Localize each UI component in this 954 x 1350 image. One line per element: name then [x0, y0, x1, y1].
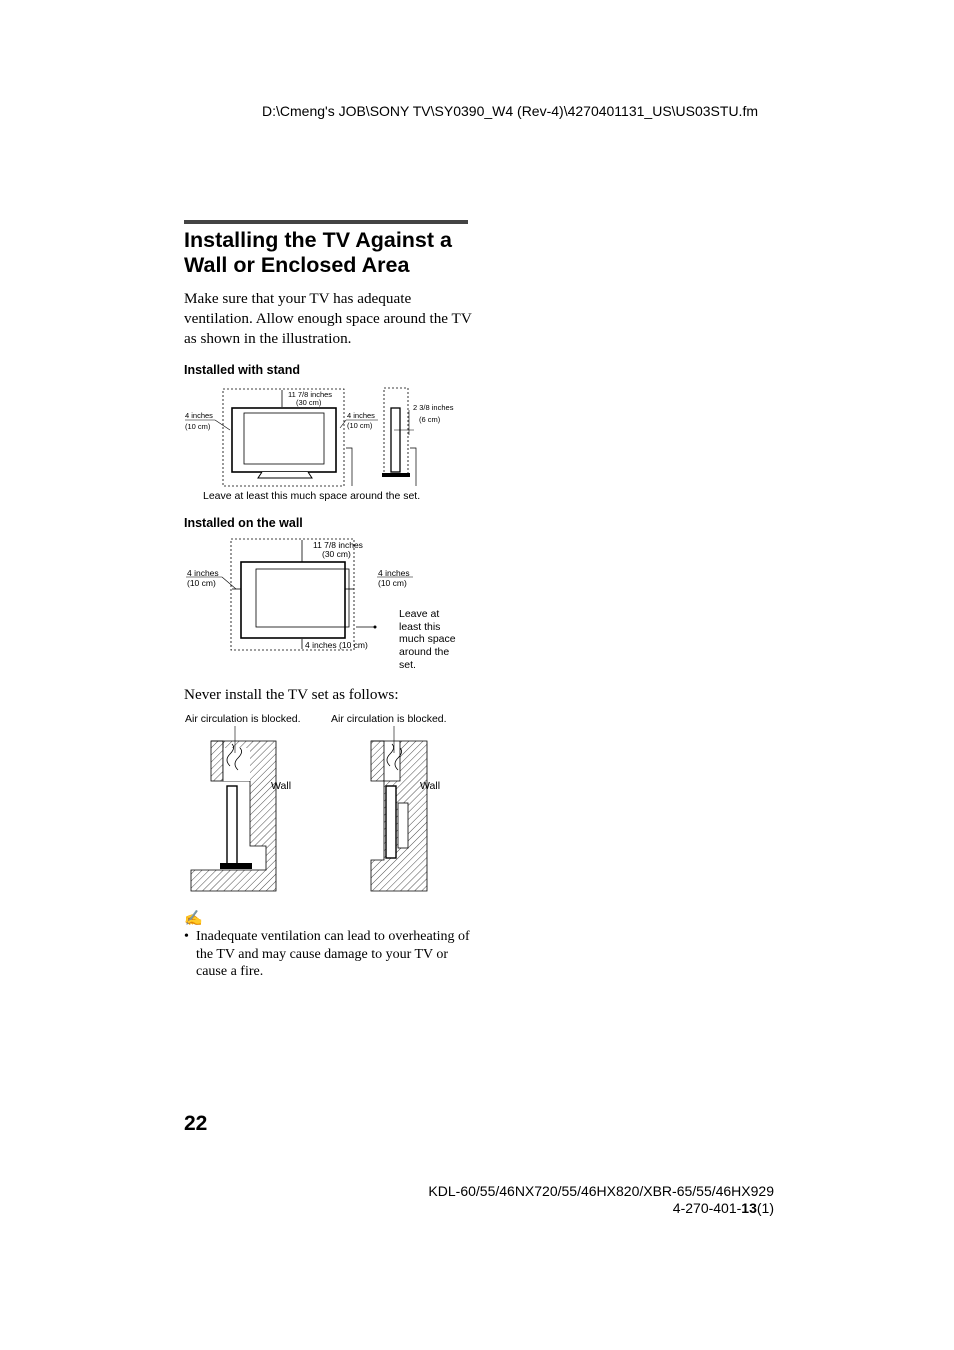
wall-bottom-label: 4 inches (10 cm) — [305, 640, 368, 650]
wall-left-label: 4 inches — [187, 568, 219, 578]
model-line: KDL-60/55/46NX720/55/46HX820/XBR-65/55/46HX929 — [428, 1183, 774, 1199]
bullet-dot: • — [184, 929, 189, 944]
stand-side-label-cm: (6 cm) — [419, 415, 441, 424]
stand-right-label-cm: (10 cm) — [347, 421, 373, 430]
right-tv — [386, 786, 396, 858]
stand-heading: Installed with stand — [184, 363, 300, 377]
file-path-header: D:\Cmeng's JOB\SONY TV\SY0390_W4 (Rev-4)\4270401131_US\US03STU.fm — [262, 103, 759, 119]
code-suffix: (1) — [756, 1200, 774, 1216]
never-right-wall: Wall — [420, 780, 441, 792]
left-tv — [227, 786, 237, 864]
wall-tv-front — [241, 562, 345, 638]
never-right-caption: Air circulation is blocked. — [331, 713, 447, 725]
stand-tv-front — [232, 408, 336, 472]
never-left-wall: Wall — [271, 780, 292, 792]
wall-caption-line-2: least this — [399, 621, 441, 633]
wall-right-label-cm: (10 cm) — [378, 578, 407, 588]
note-bullet — [184, 928, 474, 981]
wall-heading: Installed on the wall — [184, 516, 303, 530]
wall-top-label-cm: (30 cm) — [322, 549, 351, 559]
section-intro: Make sure that your TV has adequate ventilation. Allow enough space around the TV as shown in the illustration. — [184, 290, 472, 347]
stand-top-label: 11 7/8 inches — [288, 390, 333, 399]
never-install-illustrations — [180, 708, 470, 898]
stand-diagram — [180, 380, 480, 505]
wall-caption-line-1: Leave at — [399, 608, 440, 620]
wall-diagram — [180, 535, 470, 675]
stand-left-label: 4 inches — [185, 411, 213, 420]
wall-top-label: 11 7/8 inches — [313, 540, 363, 550]
wall-caption-line-3: much space — [399, 633, 456, 645]
wall-caption-line-4: around the — [399, 646, 450, 658]
document-code — [380, 1200, 774, 1217]
stand-right-label: 4 inches — [347, 411, 375, 420]
section-rule — [184, 220, 468, 224]
code-prefix: 4-270-401- — [672, 1200, 742, 1216]
never-left-caption: Air circulation is blocked. — [185, 713, 301, 725]
page-number: 22 — [184, 1112, 208, 1135]
section-title: Installing the TV Against a Wall or Enclosed Area — [184, 228, 452, 277]
stand-top-label-cm: (30 cm) — [296, 398, 322, 407]
code-bold: 13 — [741, 1200, 757, 1216]
stand-side-label: 2 3/8 inches — [413, 403, 454, 412]
wall-left-label-cm: (10 cm) — [187, 578, 216, 588]
stand-tv-side — [391, 408, 400, 472]
model-footer — [380, 1183, 774, 1217]
never-heading: Never install the TV set as follows: — [184, 686, 399, 703]
stand-left-label-cm: (10 cm) — [185, 422, 211, 431]
pencil-note-icon: ✍ — [184, 911, 203, 927]
wall-caption-line-5: set. — [399, 659, 416, 671]
stand-caption: Leave at least this much space around the set. — [203, 490, 421, 502]
note-bullet-text: Inadequate ventilation can lead to overheating of the TV and may cause damage to your TV or cause a fire. — [196, 929, 470, 979]
wall-right-label: 4 inches — [378, 568, 410, 578]
